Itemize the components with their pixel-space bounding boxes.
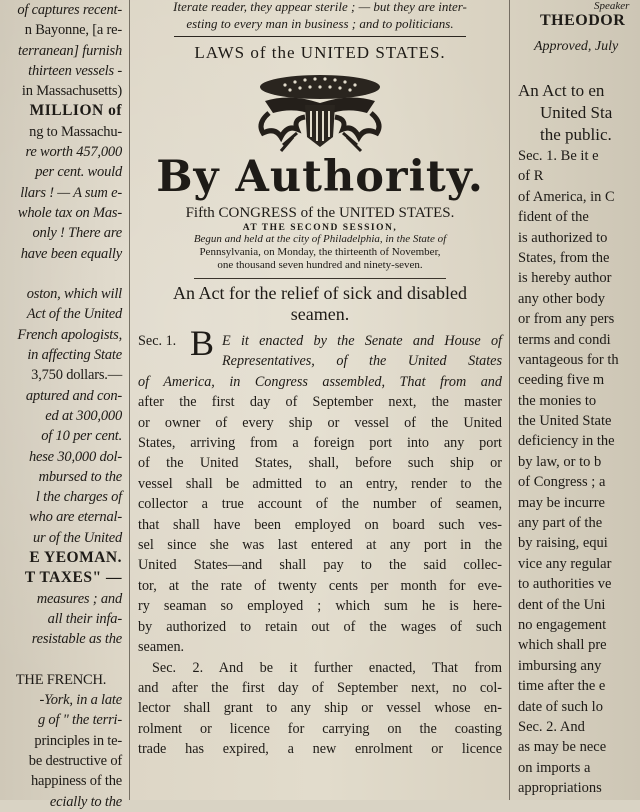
speaker-label: Speaker: [594, 0, 630, 12]
left-column: [0, 0, 126, 810]
left-column-line: MILLION of: [29, 102, 122, 120]
right-act-line-1: An Act to en: [518, 81, 605, 100]
section-2-line: lector shall grant to any ship or vessel whose en-: [138, 700, 502, 717]
left-column-line: be destructive of: [28, 752, 122, 769]
left-column-line: measures ; and: [36, 590, 122, 607]
section-1-line: United States—and shall pay to the said collec-: [138, 557, 502, 574]
approved-line: Approved, July: [534, 39, 619, 54]
left-column-line: THE FRENCH.: [15, 671, 107, 688]
section-2-line: rolment or licence for carrying on the coasting: [138, 720, 502, 737]
section-1-line: tor, at the rate of twenty cents per month for eve-: [138, 577, 502, 594]
left-column-line: principles in te-: [34, 732, 122, 749]
left-column-line: hese 30,000 dol-: [28, 448, 122, 465]
left-column-line: whole tax on Mas-: [17, 204, 122, 221]
left-column-line: ur of the United: [32, 529, 122, 546]
left-column-line: [0, 264, 126, 284]
right-column-line: or from any pers: [518, 311, 615, 328]
section-1-line: that shall have been employed on board such ves-: [138, 516, 502, 533]
right-column-line: the United State: [518, 413, 612, 430]
section-1-line: collector a true account of the number of seamen,: [138, 496, 502, 513]
begun-text: [134, 233, 506, 272]
middle-column: [134, 0, 506, 800]
section-1-line: vessel shall be admitted to an entry, render to the: [138, 475, 502, 492]
top-line-2: esting to every man in business ; and to politicians.: [186, 16, 454, 31]
left-column-line: T TAXES" —: [24, 569, 122, 587]
section-1-line: or owner of every ship or vessel of the United: [138, 414, 502, 431]
left-column-line: n Bayonne, [a re-: [24, 22, 122, 39]
right-column-line: may be incurre: [518, 494, 605, 511]
section-1-line: by authorized to retain out of the wages of such: [138, 618, 502, 635]
section-1-line: after the first day of September next, the master: [138, 394, 502, 411]
right-column-line: vantageous for th: [518, 351, 619, 368]
left-column-line: in affecting State: [27, 347, 122, 364]
left-column-line: of 10 per cent.: [41, 428, 122, 445]
begun-line-2: Pennsylvania, on Monday, the thirteenth of November,: [199, 246, 441, 258]
right-column-line: imbursing any: [518, 657, 602, 674]
right-column-line: ceeding five m: [518, 372, 605, 389]
left-column-line: have been equally: [20, 245, 122, 262]
left-column-line: in Massachusetts): [21, 83, 122, 100]
section-1-line: seamen.: [138, 639, 185, 656]
left-column-line: thirteen vessels -: [28, 62, 122, 79]
right-column-line: Sec. 1. Be it e: [518, 148, 599, 164]
section-1-lines: [138, 331, 502, 658]
left-column-line: [0, 650, 126, 670]
left-column-line: -York, in a late: [39, 692, 122, 709]
right-column-line: any part of the: [518, 515, 603, 532]
act-body: [134, 323, 506, 760]
section-1-line: States, arriving from a foreign port into any port: [138, 435, 502, 452]
right-column-line: date of such lo: [518, 698, 603, 715]
right-column-line: to authorities ve: [518, 576, 612, 593]
act-title: An Act for the relief of sick and disabled seamen.: [173, 283, 467, 324]
right-column-line: vice any regular: [518, 555, 612, 572]
left-column-line: Act of the United: [26, 306, 122, 323]
right-column-line: on imports a: [518, 759, 591, 776]
left-column-line: ed at 300,000: [45, 407, 122, 424]
right-column-line: of Congress ; a: [518, 474, 606, 491]
section-1: [138, 323, 502, 658]
left-column-line: l the charges of: [35, 489, 122, 506]
left-column-line: oston, which will: [26, 286, 122, 303]
eagle-emblem-icon: [235, 67, 405, 153]
left-column-line: ecially to the: [49, 793, 122, 810]
top-continuation-text: [134, 0, 506, 32]
top-line-1: Iterate reader, they appear sterile ; — but they are inter-: [173, 0, 467, 14]
right-column-line: is authorized to: [518, 229, 608, 246]
column-rule-right: [509, 0, 510, 800]
left-column-line: French apologists,: [17, 326, 122, 343]
section-1-line: ry seaman so employed ; which sum he is here-: [138, 598, 502, 615]
laws-heading: LAWS of the UNITED STATES.: [194, 43, 446, 62]
right-column-header: [514, 0, 640, 58]
section-2-line: and after the first day of September next, no col-: [138, 679, 502, 696]
right-column-line: deficiency in the: [518, 433, 615, 450]
left-column-line: resistable as the: [31, 631, 122, 648]
right-column-line: which shall pre: [518, 637, 607, 654]
right-column-line: as may be nece: [518, 739, 607, 756]
section-2-lines: [138, 658, 502, 760]
left-column-line: per cent. would: [35, 164, 122, 181]
left-column-line: who are eternal-: [29, 509, 122, 526]
section-1-dropcap: B: [190, 323, 215, 363]
by-authority-masthead: By Authority.: [156, 152, 484, 202]
signatory-name: THEODOR: [540, 12, 626, 29]
right-act-title: [514, 80, 640, 146]
right-act-line-2: United Sta: [540, 103, 613, 122]
left-column-line: llars ! — A sum e-: [20, 184, 122, 201]
right-column-line: of R: [518, 168, 544, 185]
section-1-line: of the United States, shall, before such ship or: [138, 455, 502, 472]
right-column-line: fident of the: [518, 209, 589, 226]
left-column-line: 3,750 dollars.—: [31, 367, 122, 384]
left-column-line: of captures recent-: [17, 2, 122, 18]
right-column-line: any other body: [518, 290, 605, 307]
section-2-line: Sec. 2. And be it further enacted, That from: [152, 659, 502, 676]
begun-line-3: one thousand seven hundred and ninety-seven.: [217, 259, 423, 271]
column-rule-left: [129, 0, 130, 800]
right-column-text: [514, 146, 640, 799]
right-column-line: the monies to: [518, 392, 597, 409]
left-column-line: ng to Massachu-: [29, 123, 122, 140]
section-1-label: Sec. 1.: [138, 333, 177, 349]
left-column-text: [0, 0, 126, 812]
right-column-line: dent of the Uni: [518, 596, 606, 613]
section-1-line: E it enacted by the Senate and House of: [222, 333, 502, 349]
section-1-line: of America, in Congress assembled, That from and: [138, 373, 502, 390]
left-column-line: all their infa-: [47, 610, 122, 627]
right-column: [514, 0, 640, 800]
congress-line: Fifth CONGRESS of the UNITED STATES.: [185, 205, 455, 221]
left-column-line: E YEOMAN.: [29, 549, 122, 567]
right-column-line: time after the e: [518, 678, 606, 695]
begun-line-1: Begun and held at the city of Philadelphia, in the State of: [193, 233, 447, 245]
left-column-line: aptured and con-: [25, 387, 122, 404]
left-column-line: only ! There are: [32, 225, 122, 242]
right-column-line: by raising, equi: [518, 535, 608, 552]
right-column-line: by law, or to b: [518, 453, 602, 470]
right-column-line: is hereby author: [518, 270, 612, 287]
left-column-line: mbursed to the: [38, 468, 122, 485]
session-line: AT THE SECOND SESSION,: [242, 223, 398, 233]
section-1-line: sel since she was last entered at any port in the: [138, 537, 502, 554]
right-column-line: Sec. 2. And: [518, 718, 585, 735]
section-1-line: Representatives, of the United States: [222, 353, 502, 370]
right-column-line: no engagement: [518, 616, 607, 633]
right-column-line: terms and condi: [518, 331, 611, 348]
divider-rule: [174, 36, 466, 37]
right-act-line-3: the public.: [540, 125, 612, 144]
divider-rule-2: [194, 278, 446, 279]
left-column-line: re worth 457,000: [25, 144, 122, 161]
left-column-line: happiness of the: [30, 773, 122, 790]
right-column-line: of America, in C: [518, 188, 615, 205]
left-column-line: g of " the terri-: [37, 712, 122, 729]
left-column-line: terranean] furnish: [18, 42, 122, 59]
right-column-line: appropriations: [518, 780, 602, 797]
right-column-line: States, from the: [518, 249, 610, 266]
section-2-line: trade has expired, a new enrolment or licence: [138, 741, 502, 758]
